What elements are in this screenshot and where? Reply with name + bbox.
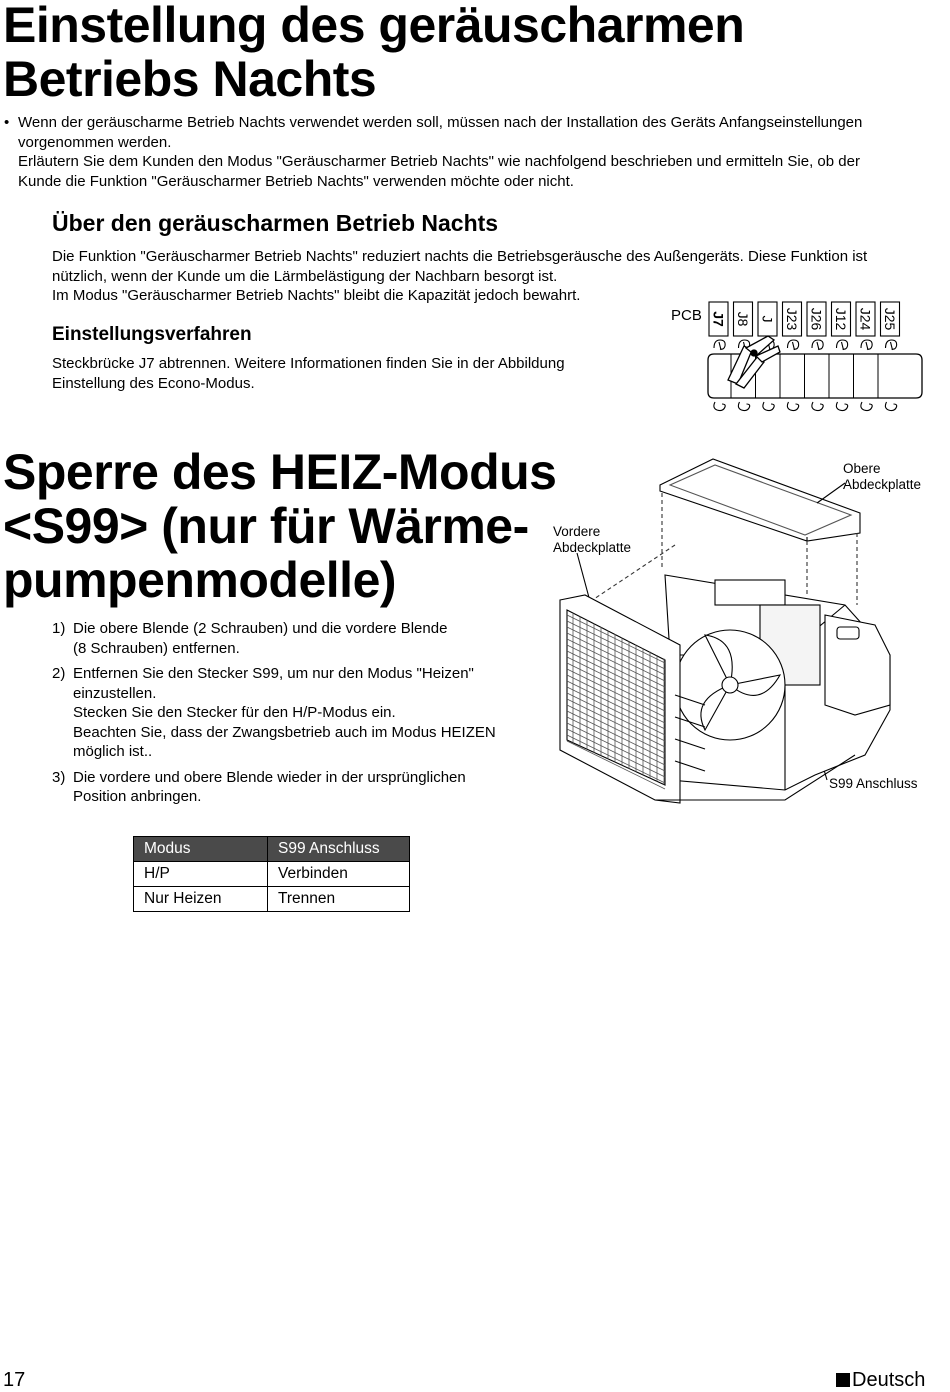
jumper-label: J24 <box>857 307 874 331</box>
section2-title-line: pumpenmodelle) <box>3 552 397 608</box>
fan-icon <box>675 630 785 740</box>
intro-line: vorgenommen werden. <box>18 133 172 151</box>
page-number: 17 <box>3 1369 26 1391</box>
step-number: 2) <box>52 665 66 682</box>
section2-title-line: <S99> (nur für Wärme- <box>3 498 529 554</box>
section2-title-line: Sperre des HEIZ-Modus <box>3 444 557 500</box>
section1-intro <box>4 113 863 191</box>
table-cell: Trennen <box>268 887 410 912</box>
language-square-icon <box>836 1373 850 1387</box>
step-line: Position anbringen. <box>73 788 202 805</box>
section1-title-line: Betriebs Nachts <box>3 51 377 107</box>
about-heading: Über den geräuscharmen Betrieb Nachts <box>52 210 499 236</box>
top-cover-shape <box>660 459 860 541</box>
jumper-hook <box>787 402 798 411</box>
jumper-hook <box>861 340 872 350</box>
jumper-label: J <box>759 315 776 323</box>
label-line: Vordere <box>553 524 601 539</box>
jumper-label: J25 <box>882 307 898 331</box>
label-s99-connector: S99 Anschluss <box>829 776 918 791</box>
intro-line: Erläutern Sie dem Kunden den Modus "Geräuscharmer Betrieb Nachts" wie nachfolgend beschrieben und ermitteln Sie, ob der <box>18 153 860 170</box>
step-line: Die vordere und obere Blende wieder in der ursprünglichen <box>73 768 466 786</box>
table-row <box>134 862 410 887</box>
section1-title <box>3 0 744 106</box>
table-cell: Nur Heizen <box>134 887 268 912</box>
procedure-line: Einstellung des Econo-Modus. <box>52 374 255 392</box>
step-item <box>52 768 532 807</box>
language-label: Deutsch <box>852 1369 926 1391</box>
table-cell: H/P <box>134 862 268 887</box>
step-line: einzustellen. <box>73 684 157 702</box>
language-footer <box>836 1369 925 1392</box>
jumper-hooks <box>714 340 897 350</box>
intro-line: Kunde die Funktion "Geräuscharmer Betrieb Nachts" verwenden möchte oder nicht. <box>18 172 574 190</box>
pcb-label: PCB <box>671 307 702 324</box>
jumper-hook <box>788 340 799 350</box>
jumper-hook <box>763 402 774 411</box>
jumper-hook <box>714 402 725 411</box>
jumper-hook <box>738 402 749 411</box>
jumper-hook <box>836 402 847 411</box>
table-header-cell: Modus <box>134 837 268 862</box>
step-line: Die obere Blende (2 Schrauben) und die vordere Blende <box>73 620 448 637</box>
step-number: 3) <box>52 768 66 786</box>
pcb-jumper-diagram <box>700 298 930 420</box>
step-item <box>52 619 532 658</box>
about-line: Die Funktion "Geräuscharmer Betrieb Nachts" reduziert nachts die Betriebsgeräusche des Außengeräts. Diese Funktion ist <box>52 248 868 265</box>
step-line: Entfernen Sie den Stecker S99, um nur den Modus "Heizen" <box>73 665 474 682</box>
jumper-hook <box>886 340 897 350</box>
step-line: Stecken Sie den Stecker für den H/P-Modus ein. <box>73 704 396 721</box>
step-item <box>52 664 532 762</box>
step-line: (8 Schrauben) entfernen. <box>73 639 240 657</box>
procedure-line: Steckbrücke J7 abtrennen. Weitere Informationen finden Sie in der Abbildung <box>52 355 565 372</box>
bottom-hooks <box>714 402 897 411</box>
jumper-label: J8 <box>735 311 751 327</box>
step-number: 1) <box>52 620 66 637</box>
steps-list <box>52 619 532 807</box>
jumper-hook <box>812 402 823 411</box>
label-line: Abdeckplatte <box>843 477 922 492</box>
jumper-hook <box>837 340 848 350</box>
outdoor-unit-illustration <box>555 455 900 805</box>
jumper-hook <box>812 340 823 350</box>
jumper-boxes <box>709 302 900 336</box>
label-line: Abdeckplatte <box>553 540 632 555</box>
section2-title <box>3 445 557 607</box>
table-row <box>134 887 410 912</box>
procedure-text <box>52 354 565 393</box>
about-text <box>52 247 867 306</box>
jumper-hook <box>861 402 872 411</box>
jumper-label: J23 <box>784 307 800 331</box>
about-line: Im Modus "Geräuscharmer Betrieb Nachts" bleibt die Kapazität jedoch bewahrt. <box>52 287 581 304</box>
table-header-cell: S99 Anschluss <box>268 837 410 862</box>
step-line: möglich ist.. <box>73 743 153 760</box>
jumper-label: J12 <box>833 307 849 331</box>
intro-line: Wenn der geräuscharme Betrieb Nachts verwendet werden soll, müssen nach der Installation des Geräts Anfangseinstellungen <box>18 114 863 131</box>
step-line: Beachten Sie, dass der Zwangsbetrieb auch im Modus HEIZEN <box>73 723 496 741</box>
bullet-icon: • <box>4 114 10 131</box>
table-header-row <box>134 837 410 862</box>
jumper-label: J26 <box>808 307 825 331</box>
table-cell: Verbinden <box>268 862 410 887</box>
label-line: Obere <box>843 461 881 476</box>
wire-cutter-icon <box>728 336 780 388</box>
jumper-label: J7 <box>710 311 727 327</box>
jumper-hook <box>885 402 896 411</box>
s99-mode-table <box>133 836 410 912</box>
about-line: nützlich, wenn der Kunde um die Lärmbelästigung der Nachbarn besorgt ist. <box>52 267 558 285</box>
jumper-hook <box>714 340 725 350</box>
procedure-heading: Einstellungsverfahren <box>52 324 252 345</box>
section1-title-line: Einstellung des geräuscharmen <box>3 0 745 53</box>
